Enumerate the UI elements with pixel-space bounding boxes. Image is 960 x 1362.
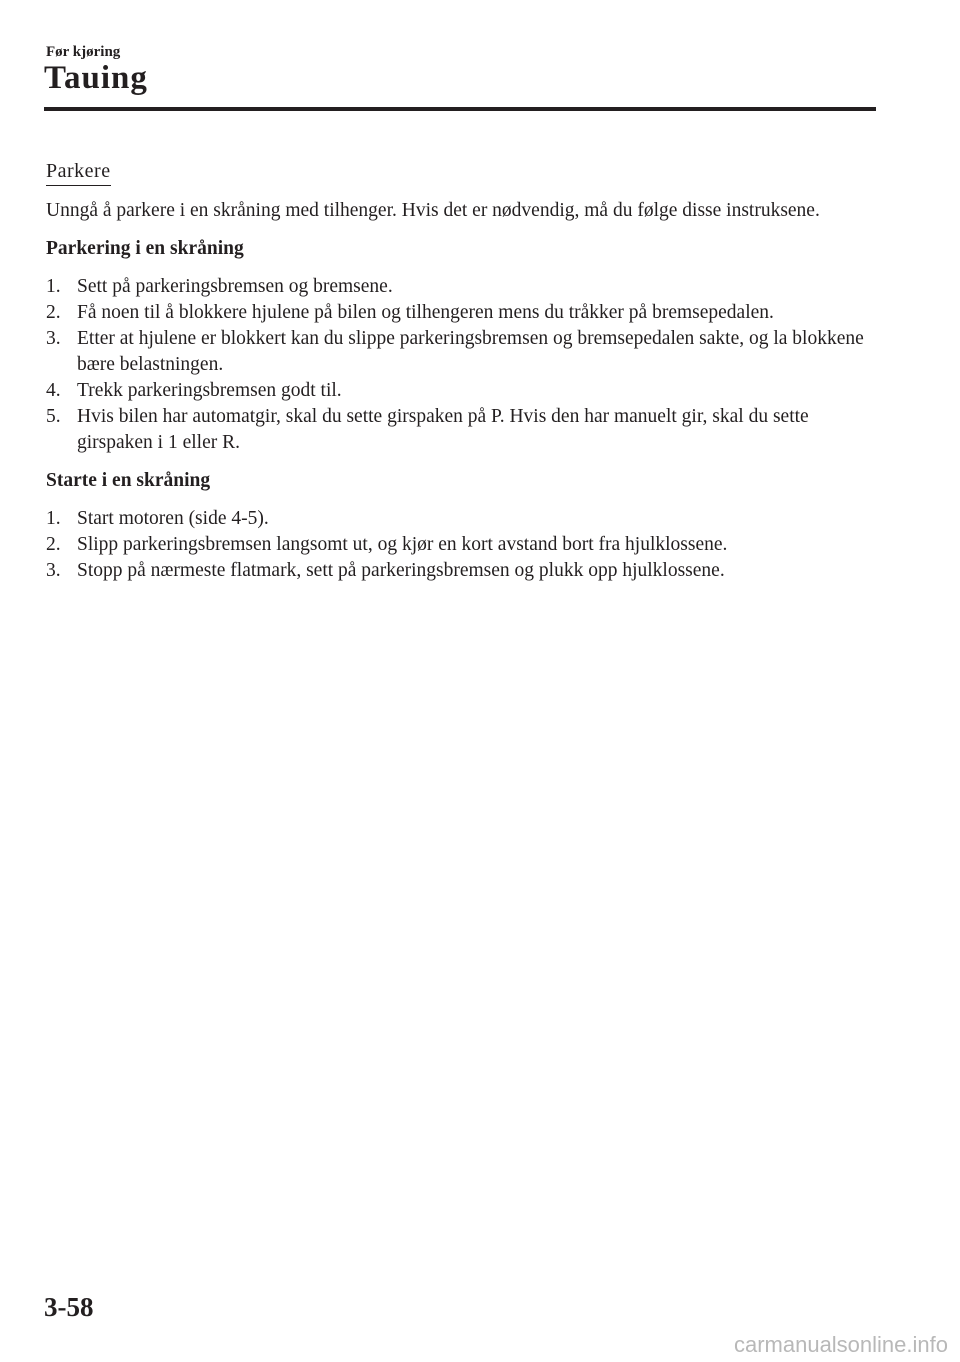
step-number: 2. xyxy=(46,302,61,323)
list-item xyxy=(46,378,876,404)
step-number: 5. xyxy=(46,406,61,427)
step-text: Sett på parkeringsbremsen og bremsene. xyxy=(77,276,393,297)
parking-subheading: Parkering i en skråning xyxy=(46,238,244,259)
step-text: Etter at hjulene er blokkert kan du slippe parkeringsbremsen og bremsepedalen sakte, og la blokkene bære belastningen. xyxy=(77,328,864,375)
step-text: Få noen til å blokkere hjulene på bilen og tilhengeren mens du tråkker på bremsepedalen. xyxy=(77,302,774,323)
title-rule xyxy=(44,107,876,111)
step-text: Trekk parkeringsbremsen godt til. xyxy=(77,380,342,401)
page-title: Tauing xyxy=(44,60,148,96)
parking-steps-list xyxy=(46,274,876,456)
step-text: Hvis bilen har automatgir, skal du sette girspaken på P. Hvis den har manuelt gir, skal du sette girspaken i 1 eller R. xyxy=(77,406,809,453)
list-item xyxy=(46,532,876,558)
chapter-label: Før kjøring xyxy=(46,44,121,60)
starting-steps-list xyxy=(46,506,876,584)
step-number: 3. xyxy=(46,560,61,581)
main-content xyxy=(46,158,876,596)
intro-paragraph: Unngå å parkere i en skråning med tilhenger. Hvis det er nødvendig, må du følge disse instruksene. xyxy=(46,200,820,221)
list-item xyxy=(46,404,876,456)
step-number: 4. xyxy=(46,380,61,401)
list-item xyxy=(46,326,876,378)
step-text: Slipp parkeringsbremsen langsomt ut, og kjør en kort avstand bort fra hjulklossene. xyxy=(77,534,728,555)
watermark: carmanualsonline.info xyxy=(733,1332,948,1357)
step-text: Stopp på nærmeste flatmark, sett på parkeringsbremsen og plukk opp hjulklossene. xyxy=(77,560,725,581)
list-item xyxy=(46,300,876,326)
list-item xyxy=(46,506,876,532)
list-item xyxy=(46,558,876,584)
list-item xyxy=(46,274,876,300)
step-number: 1. xyxy=(46,508,61,529)
step-number: 1. xyxy=(46,276,61,297)
step-number: 3. xyxy=(46,328,61,349)
starting-subheading: Starte i en skråning xyxy=(46,470,211,491)
step-text: Start motoren (side 4-5). xyxy=(77,508,269,529)
step-number: 2. xyxy=(46,534,61,555)
page-number: 3-58 xyxy=(44,1292,94,1322)
section-heading: Parkere xyxy=(46,158,111,186)
